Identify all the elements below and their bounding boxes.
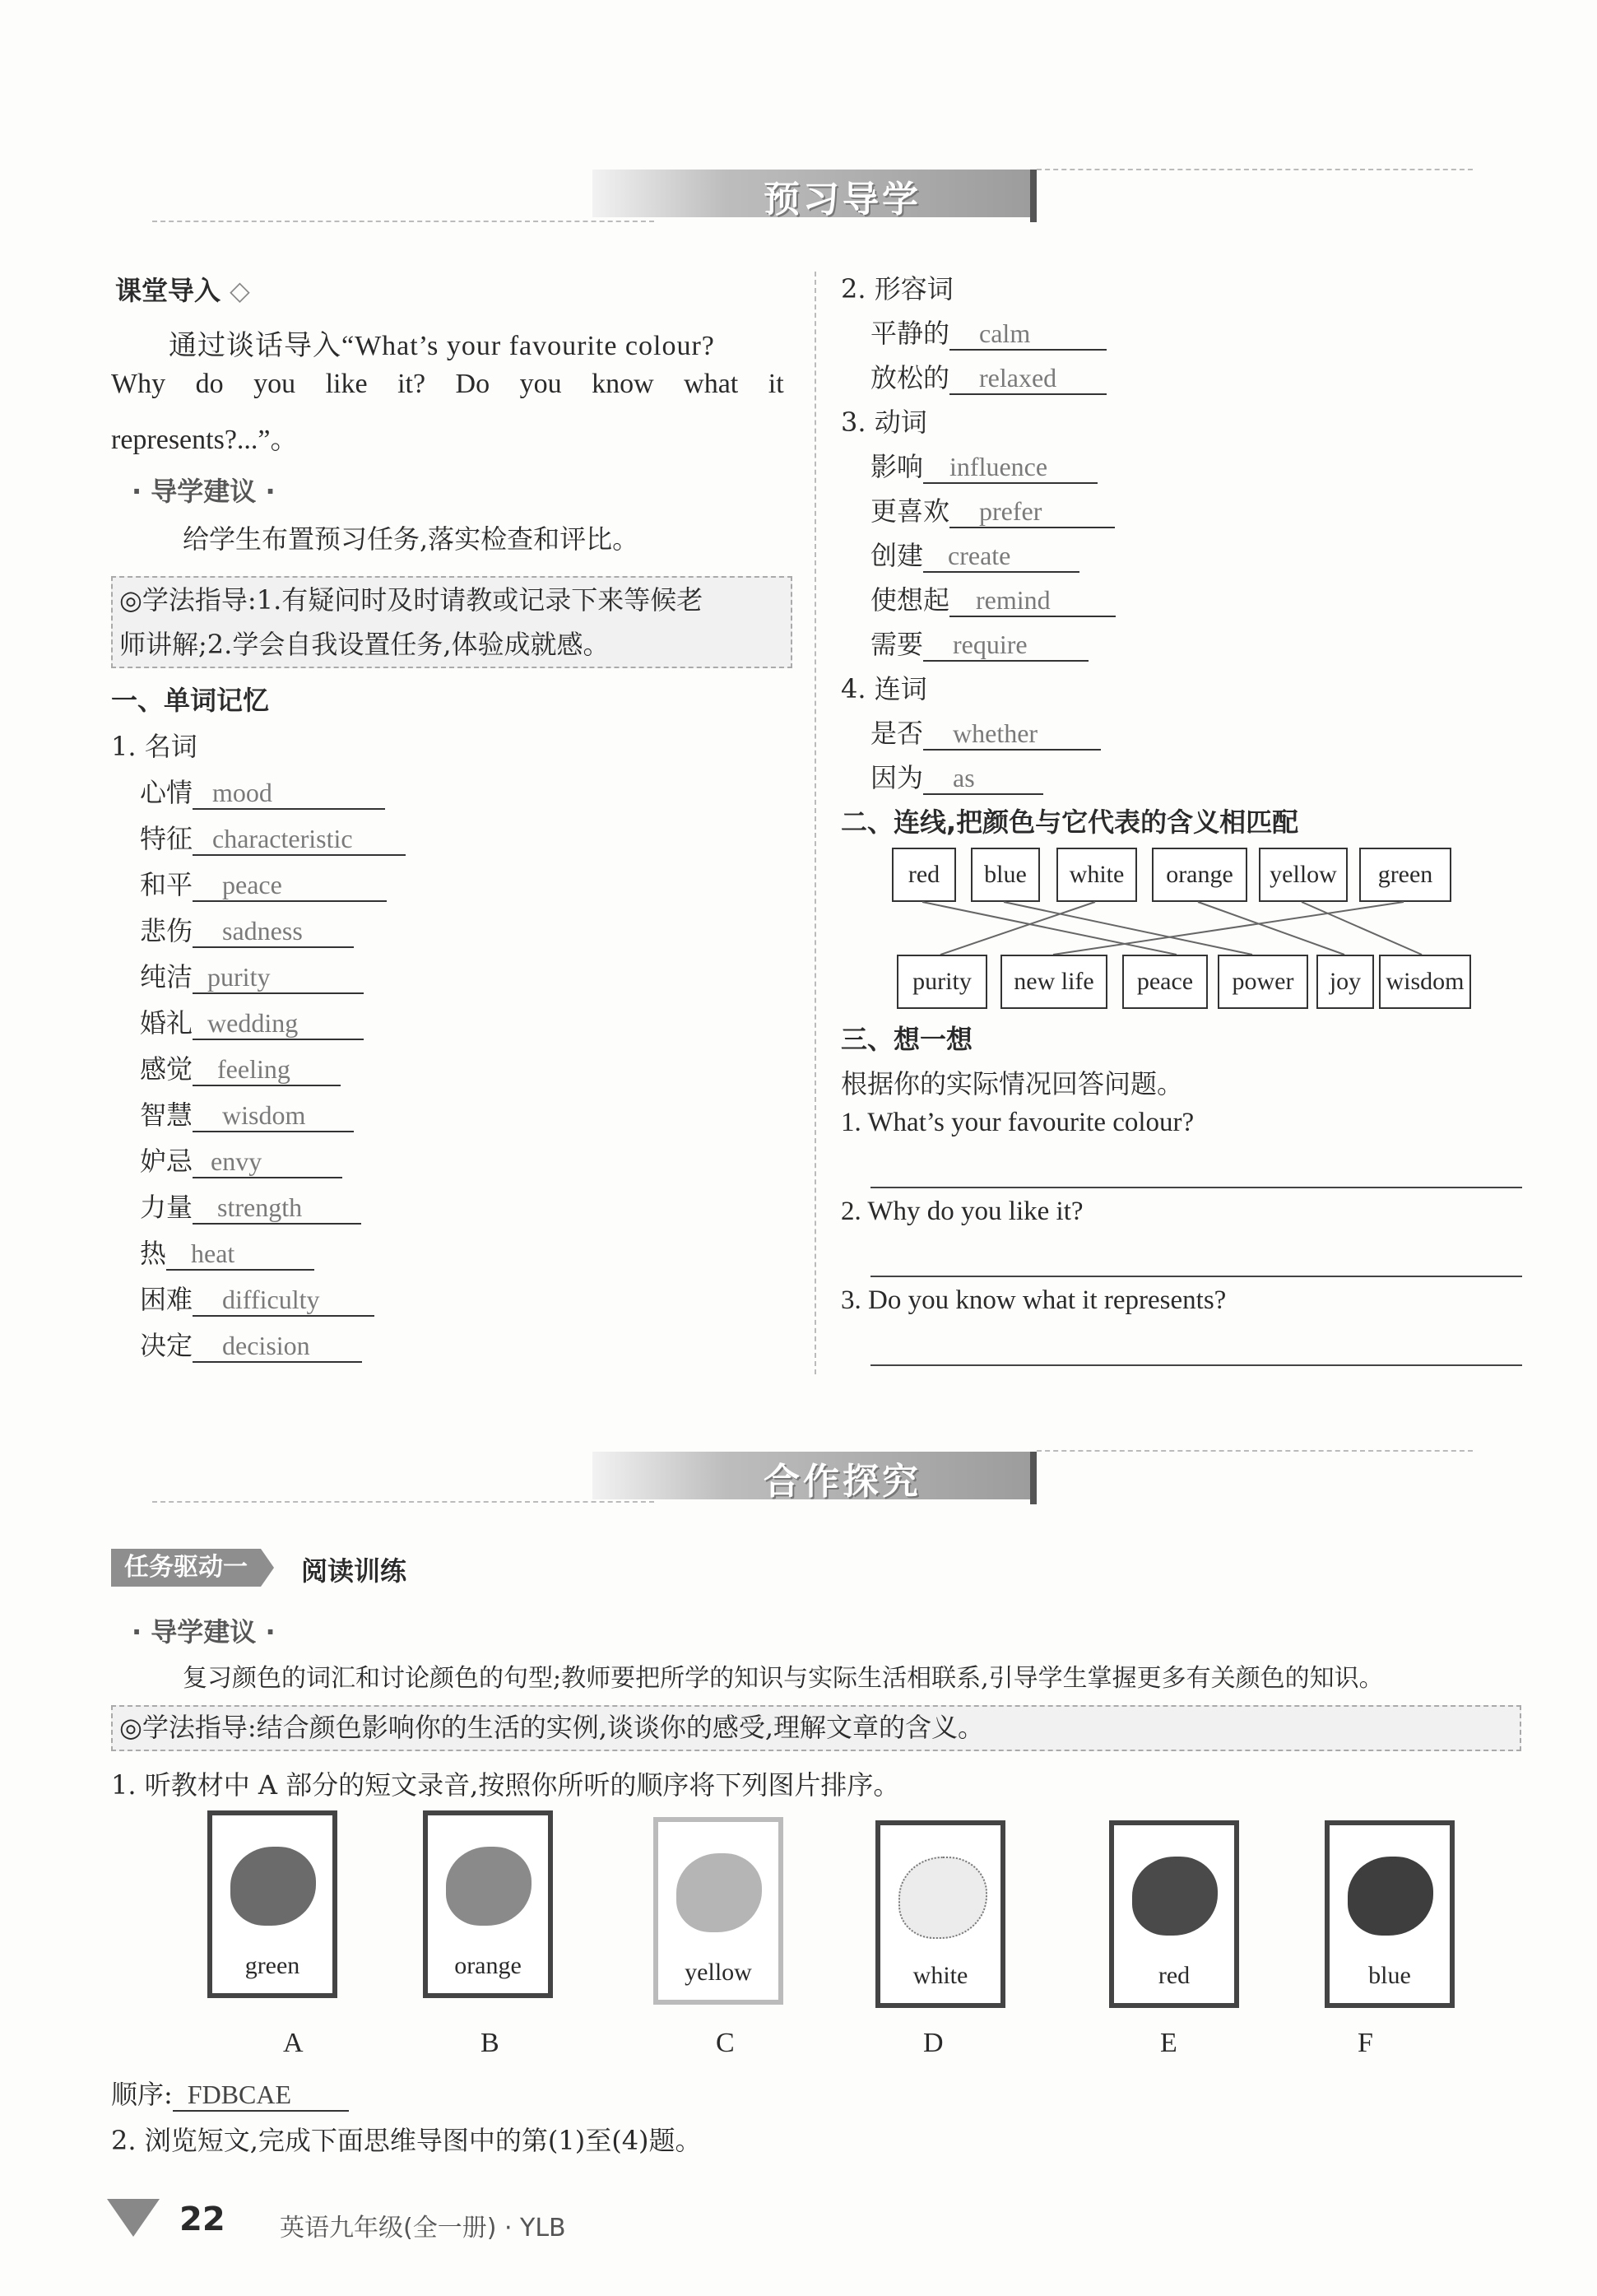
- noun-item: 妒忌 envy: [140, 1141, 342, 1178]
- meaning-box[interactable]: wisdom: [1379, 955, 1471, 1009]
- intro-line1: 通过谈话导入“What’s your favourite colour?: [169, 331, 715, 361]
- think-q1: 1. What’s your favourite colour?: [841, 1108, 1195, 1137]
- card-label: orange: [454, 1952, 522, 1979]
- card-label: green: [244, 1952, 300, 1979]
- noun-item: 力量 strength: [140, 1187, 361, 1225]
- card-label: yellow: [685, 1959, 752, 1986]
- conj-item: 因为 as: [870, 757, 1043, 795]
- banner2-line: [152, 1501, 654, 1503]
- color-box[interactable]: yellow: [1259, 848, 1348, 902]
- noun-item: 悲伤 sadness: [140, 910, 354, 948]
- picture-card: [875, 1820, 1005, 2008]
- tip1-line2: 师讲解;2.学会自我设置任务,体验成就感。: [119, 629, 610, 660]
- picture-card: [1109, 1820, 1239, 2008]
- noun-item: 和平 peace: [140, 864, 387, 902]
- meaning-box[interactable]: peace: [1122, 955, 1208, 1009]
- meaning-box[interactable]: purity: [897, 955, 987, 1009]
- order-answer[interactable]: FDBCAE: [173, 2080, 349, 2112]
- answer-line[interactable]: [870, 1187, 1522, 1188]
- guide1-text: 给学生布置预习任务,落实检查和评比。: [183, 523, 639, 555]
- tip1-line1: ◎学法指导:1.有疑问时及时请教或记录下来等候老: [119, 584, 703, 616]
- card-label: blue: [1368, 1962, 1411, 1989]
- guide2-label: · 导学建议 ·: [132, 1616, 276, 1648]
- match-lines: [0, 0, 1597, 988]
- verb-title: 3. 动词: [841, 407, 927, 438]
- think-q2: 2. Why do you like it?: [841, 1197, 1084, 1226]
- tip2-text: ◎学法指导:结合颜色影响你的生活的实例,谈谈你的感受,理解文章的含义。: [119, 1712, 985, 1743]
- think-intro: 根据你的实际情况回答问题。: [841, 1068, 1184, 1099]
- meaning-box[interactable]: power: [1218, 955, 1308, 1009]
- intro-line3: represents?...”。: [111, 425, 299, 455]
- paint-blot: [230, 1847, 316, 1926]
- banner2-title: 合作探究: [764, 1461, 922, 1503]
- question-2: 2. 浏览短文,完成下面思维导图中的第(1)至(4)题。: [111, 2125, 702, 2156]
- noun-item: 纯洁 purity: [140, 956, 364, 994]
- picture-card: [1325, 1820, 1455, 2008]
- match-line: [922, 902, 1177, 955]
- match-line: [1004, 902, 1252, 955]
- answer-line[interactable]: [870, 1276, 1522, 1277]
- noun-item: 决定 decision: [140, 1325, 362, 1363]
- order-label: 顺序:: [111, 2079, 173, 2110]
- match-line: [1302, 902, 1422, 955]
- banner1-title: 预习导学: [764, 179, 922, 221]
- meaning-box[interactable]: new life: [1000, 955, 1107, 1009]
- guide2-text: 复习颜色的词汇和讨论颜色的句型;教师要把所学的知识与实际生活相联系,引导学生掌握更多有关颜色的知识。: [183, 1664, 1384, 1693]
- intro-heading: 课堂导入 ◇: [115, 275, 250, 306]
- noun-item: 困难 difficulty: [140, 1279, 374, 1317]
- noun-item: 特征 characteristic: [140, 818, 406, 856]
- order-row: [111, 2074, 349, 2112]
- diamond-icon: ◇: [221, 275, 250, 306]
- picture-card: [423, 1810, 553, 1998]
- paint-blot: [676, 1853, 762, 1932]
- nouns-title: 1. 名词: [111, 731, 197, 762]
- verb-item: 影响 influence: [870, 446, 1098, 484]
- card-letter: C: [716, 2028, 735, 2058]
- paint-blot: [446, 1847, 532, 1926]
- verb-item: 创建 create: [870, 535, 1079, 573]
- picture-card: [653, 1817, 783, 2005]
- guide1-label: · 导学建议 ·: [132, 476, 276, 507]
- verb-item: 使想起 remind: [870, 579, 1116, 617]
- card-letter: A: [283, 2028, 304, 2058]
- color-box[interactable]: red: [892, 848, 956, 902]
- card-letter: D: [923, 2028, 944, 2058]
- card-letter: E: [1160, 2028, 1177, 2058]
- color-box[interactable]: green: [1359, 848, 1451, 902]
- paint-blot: [1132, 1857, 1218, 1936]
- intro-line2: Why do you like it? Do you know what it: [111, 369, 784, 399]
- adj-item: 平静的 calm: [870, 313, 1107, 351]
- noun-item: 智慧 wisdom: [140, 1095, 354, 1132]
- picture-card: [207, 1810, 337, 1998]
- color-box[interactable]: blue: [971, 848, 1040, 902]
- color-box[interactable]: orange: [1152, 848, 1247, 902]
- paint-blot: [1348, 1857, 1433, 1936]
- noun-item: 婚礼 wedding: [140, 1002, 364, 1040]
- task-title: 阅读训练: [301, 1555, 407, 1587]
- banner2-end: [1030, 1452, 1037, 1504]
- tip2-box: [111, 1705, 1521, 1751]
- footer-text: 英语九年级(全一册) · YLB: [280, 2214, 566, 2243]
- noun-item: 热 heat: [140, 1233, 314, 1271]
- page-corner-icon: [107, 2199, 160, 2237]
- card-label: red: [1158, 1962, 1191, 1989]
- conj-title: 4. 连词: [841, 673, 927, 704]
- vocab-title: 一、单词记忆: [111, 685, 270, 716]
- listen-question: 1. 听教材中 A 部分的短文录音,按照你所听的顺序将下列图片排序。: [111, 1769, 900, 1801]
- adj-item: 放松的 relaxed: [870, 357, 1107, 395]
- think-title: 三、想一想: [841, 1024, 973, 1055]
- task-tag: 任务驱动一: [111, 1549, 261, 1587]
- noun-item: 感觉 feeling: [140, 1048, 341, 1086]
- match-line: [1053, 902, 1404, 955]
- verb-item: 需要 require: [870, 624, 1089, 662]
- adj-title: 2. 形容词: [841, 273, 954, 304]
- conj-item: 是否 whether: [870, 713, 1101, 751]
- page-number: 22: [179, 2201, 225, 2238]
- card-letter: B: [480, 2028, 499, 2058]
- verb-item: 更喜欢 prefer: [870, 490, 1115, 528]
- card-label: white: [912, 1962, 968, 1989]
- paint-blot: [898, 1857, 987, 1939]
- think-q3: 3. Do you know what it represents?: [841, 1285, 1227, 1315]
- match-title: 二、连线,把颜色与它代表的含义相匹配: [841, 806, 1299, 838]
- card-letter: F: [1358, 2028, 1373, 2058]
- meaning-box[interactable]: joy: [1316, 955, 1374, 1009]
- match-line: [1198, 902, 1344, 955]
- task-arrow: [261, 1549, 274, 1587]
- color-box[interactable]: white: [1056, 848, 1137, 902]
- noun-item: 心情 mood: [140, 772, 385, 810]
- banner2-line-right: [1037, 1450, 1473, 1452]
- answer-line[interactable]: [870, 1364, 1522, 1366]
